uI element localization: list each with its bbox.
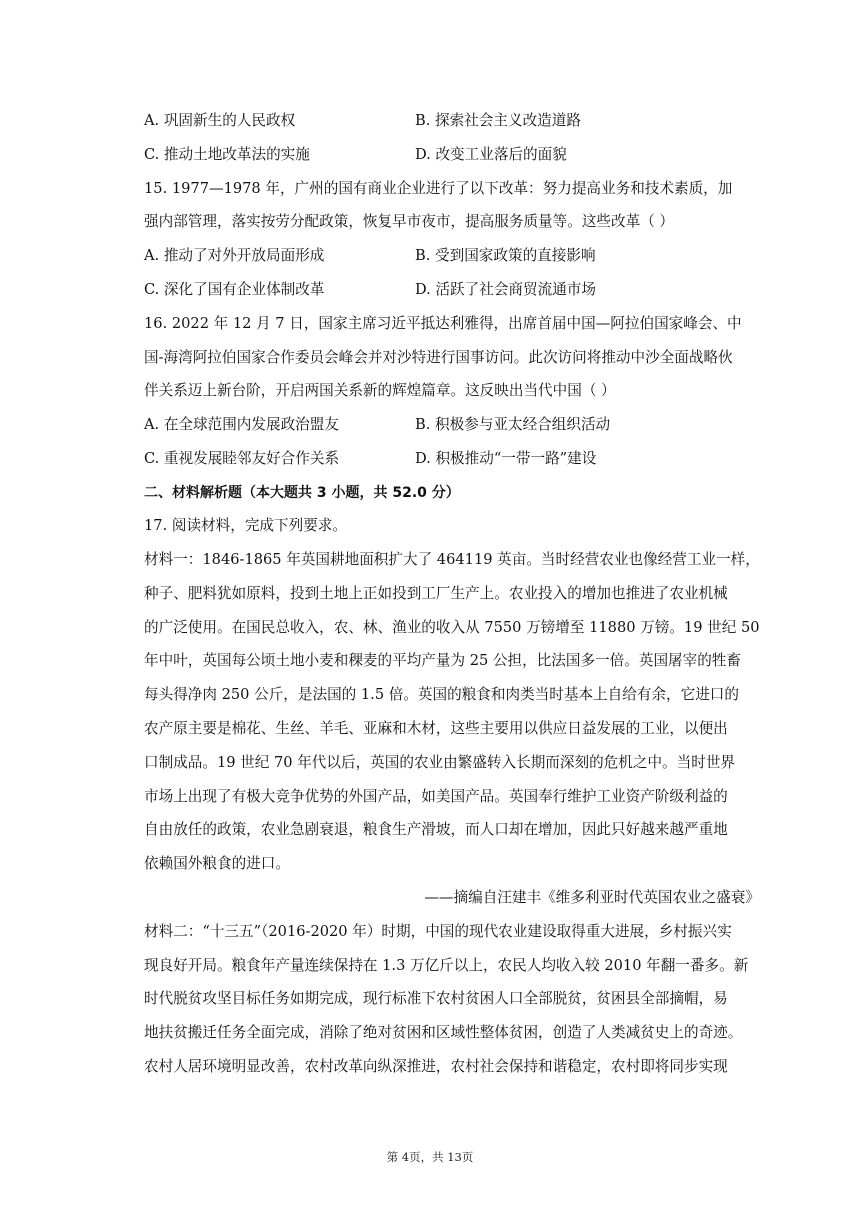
q15-stem-line1: 15. 1977—1978 年，广州的国有商业企业进行了以下改革：努力提高业务和技术素质，加 bbox=[144, 180, 733, 197]
q16-option-a: A. 在全球范围内发展政治盟友 bbox=[144, 416, 339, 433]
q15-option-c: C. 深化了国有企业体制改革 bbox=[144, 281, 325, 298]
material1-line: 农产原主要是棉花、生丝、羊毛、亚麻和木材，这些主要用以供应日益发展的工业，以便出 bbox=[144, 720, 728, 737]
q15-option-b: B. 受到国家政策的直接影响 bbox=[415, 247, 596, 264]
material1-line: 每头得净肉 250 公斤，是法国的 1.5 倍。英国的粮食和肉类当时基本上自给有余，它进口的 bbox=[144, 686, 739, 703]
material2-line: 地扶贫搬迁任务全面完成，消除了绝对贫困和区域性整体贫困，创造了人类减贫史上的奇迹。 bbox=[144, 1024, 743, 1041]
q15-stem-line2: 强内部管理，落实按劳分配政策，恢复早市夜市，提高服务质量等。这些改革（ ） bbox=[144, 213, 675, 230]
q14-option-d: D. 改变工业落后的面貌 bbox=[415, 146, 567, 163]
q16-stem-line1: 16. 2022 年 12 月 7 日，国家主席习近平抵达利雅得，出席首届中国—阿拉伯国家峰会、中 bbox=[144, 315, 742, 332]
page-number-footer: 第 4页，共 13页 bbox=[386, 1150, 474, 1164]
material1-line: 的广泛使用。在国民总收入，农、林、渔业的收入从 7550 万镑增至 11880 万镑。19 世纪 50 bbox=[144, 619, 760, 636]
material1-line: 年中叶，英国每公顷土地小麦和稞麦的平均产量为 25 公担，比法国多一倍。英国屠宰的牲畜 bbox=[144, 652, 742, 669]
material1-line: 市场上出现了有极大竞争优势的外国产品，如美国产品。英国奉行维护工业资产阶级利益的 bbox=[144, 788, 728, 805]
q17-intro: 17. 阅读材料，完成下列要求。 bbox=[144, 517, 347, 534]
material2-line: 材料二：“十三五”（2016-2020 年）时期，中国的现代农业建设取得重大进展，乡村振兴实 bbox=[144, 923, 732, 940]
material1-line: 材料一：1846-1865 年英国耕地面积扩大了 464119 英亩。当时经营农业也像经营工业一样， bbox=[144, 551, 760, 568]
q16-option-b: B. 积极参与亚太经合组织活动 bbox=[415, 416, 611, 433]
material1-line: 自由放任的政策，农业急剧衰退，粮食生产滑坡，而人口却在增加，因此只好越来越严重地 bbox=[144, 821, 728, 838]
material2-line: 时代脱贫攻坚目标任务如期完成，现行标准下农村贫困人口全部脱贫，贫困县全部摘帽，易 bbox=[144, 990, 728, 1007]
q16-stem-line3: 伴关系迈上新台阶，开启两国关系新的辉煌篇章。这反映出当代中国（ ） bbox=[144, 382, 616, 399]
q16-stem-line2: 国-海湾阿拉伯国家合作委员会峰会并对沙特进行国事访问。此次访问将推动中沙全面战略伙 bbox=[144, 349, 733, 366]
material1-source: ——摘编自汪建丰《维多利亚时代英国农业之盛衰》 bbox=[424, 889, 760, 906]
q16-option-d: D. 积极推动“一带一路”建设 bbox=[415, 450, 597, 467]
q15-option-a: A. 推动了对外开放局面形成 bbox=[144, 247, 325, 264]
material2-line: 现良好开局。粮食年产量连续保持在 1.3 万亿斤以上，农民人均收入较 2010 年翻一番多。新 bbox=[144, 957, 749, 974]
q14-option-b: B. 探索社会主义改造道路 bbox=[415, 112, 581, 129]
material2-line: 农村人居环境明显改善，农村改革向纵深推进，农村社会保持和谐稳定，农村即将同步实现 bbox=[144, 1058, 728, 1075]
q16-option-c: C. 重视发展睦邻友好合作关系 bbox=[144, 450, 340, 467]
material1-line: 口制成品。19 世纪 70 年代以后，英国的农业由繁盛转入长期而深刻的危机之中。当时世界 bbox=[144, 754, 736, 771]
q14-option-c: C. 推动土地改革法的实施 bbox=[144, 146, 310, 163]
q14-option-a: A. 巩固新生的人民政权 bbox=[144, 112, 296, 129]
material1-line: 依赖国外粮食的进口。 bbox=[144, 855, 290, 872]
section-heading: 二、材料解析题（本大题共 3 小题，共 52.0 分） bbox=[144, 485, 460, 501]
material1-line: 种子、肥料犹如原料，投到土地上正如投到工厂生产上。农业投入的增加也推进了农业机械 bbox=[144, 585, 728, 602]
q15-option-d: D. 活跃了社会商贸流通市场 bbox=[415, 281, 596, 298]
